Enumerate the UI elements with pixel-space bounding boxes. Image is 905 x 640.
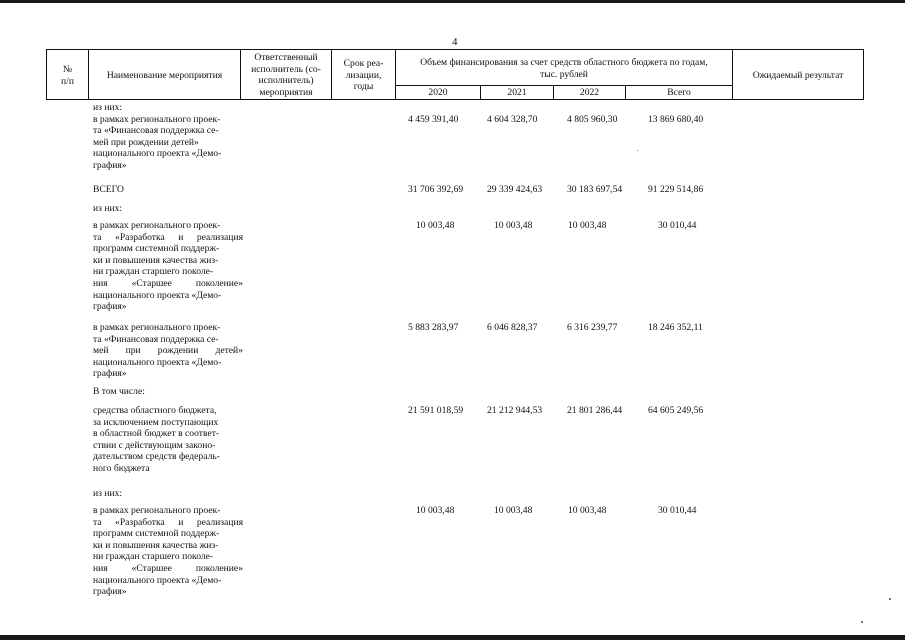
- header-year: 2020: [428, 87, 448, 98]
- value-2021: 6 046 828,37: [487, 322, 538, 333]
- value-2020: 10 003,48: [416, 505, 455, 516]
- header-top-rule: [46, 49, 864, 50]
- value-2022: 10 003,48: [568, 220, 607, 231]
- value-total: 13 869 680,40: [648, 114, 704, 125]
- value-total: 30 010,44: [658, 220, 697, 231]
- row-title: ВСЕГО: [93, 184, 124, 195]
- scan-speck: [861, 621, 863, 623]
- value-2021: 10 003,48: [494, 505, 533, 516]
- value-2020: 21 591 018,59: [408, 405, 464, 416]
- scan-speck: [637, 150, 638, 151]
- value-2020: 4 459 391,40: [408, 114, 459, 125]
- header-year-total: Всего: [667, 87, 691, 98]
- value-total: 18 246 352,11: [648, 322, 703, 333]
- scan-border-bottom: [0, 635, 905, 640]
- row-title: В том числе:: [93, 386, 145, 397]
- value-2022: 4 805 960,30: [567, 114, 618, 125]
- value-2022: 30 183 697,54: [567, 184, 623, 195]
- header-expected-result: Ожидаемый результат: [752, 70, 844, 81]
- header-number: № п/п: [61, 64, 74, 87]
- header-years-rule: [395, 85, 732, 86]
- header-activity-name: Наименование мероприятия: [106, 70, 223, 81]
- row-title: из них:: [93, 488, 123, 499]
- header-funding-volume: Объем финансирования за счет средств областного бюджета по годам, тыс. рублей: [420, 57, 708, 80]
- header-year: 2021: [507, 87, 527, 98]
- value-total: 30 010,44: [658, 505, 697, 516]
- row-title: в рамках регионального проек- та «Разработка и реализация программ системной поддерж- ки и повышения качества жиз- ни граждан старшего поколе- ния «Старшее поколение» национального проекта «Демо- графия»: [93, 505, 243, 598]
- row-title: из них:: [93, 203, 123, 214]
- scan-speck: [889, 598, 891, 600]
- header-term: Срок реа- лизации, годы: [343, 58, 384, 92]
- row-title: из них: в рамках регионального проек- та «Финансовая поддержка се- мей при рождении детей» национального проекта «Демо- графия»: [93, 102, 222, 171]
- value-2022: 21 801 286,44: [567, 405, 623, 416]
- value-2021: 21 212 944,53: [487, 405, 543, 416]
- header-bottom-rule: [46, 99, 864, 100]
- header-col-divider: [863, 49, 864, 100]
- header-year: 2022: [579, 87, 600, 98]
- row-title: средства областного бюджета, за исключением поступающих в областной бюджет в соответ- ствии с действующим законо- дательством средств федераль- ного бюджета: [93, 405, 220, 474]
- row-title: в рамках регионального проек- та «Разработка и реализация программ системной поддерж- ки и повышения качества жиз- ни граждан старшего поколе- ния «Старшее поколение» национального проекта «Демо- графия»: [93, 220, 243, 313]
- header-responsible: Ответственный исполнитель (со- исполнитель) мероприятия: [251, 52, 321, 98]
- scan-border-top: [0, 0, 905, 3]
- value-total: 91 229 514,86: [648, 184, 704, 195]
- value-2022: 6 316 239,77: [567, 322, 618, 333]
- value-2021: 4 604 328,70: [487, 114, 538, 125]
- value-total: 64 605 249,56: [648, 405, 704, 416]
- value-2020: 5 883 283,97: [408, 322, 459, 333]
- value-2021: 10 003,48: [494, 220, 533, 231]
- value-2020: 10 003,48: [416, 220, 455, 231]
- row-title: в рамках регионального проек- та «Финансовая поддержка се- мей при рождении детей» национального проекта «Демо- графия»: [93, 322, 243, 380]
- value-2021: 29 339 424,63: [487, 184, 543, 195]
- page-number: 4: [452, 36, 458, 48]
- value-2022: 10 003,48: [568, 505, 607, 516]
- value-2020: 31 706 392,69: [408, 184, 464, 195]
